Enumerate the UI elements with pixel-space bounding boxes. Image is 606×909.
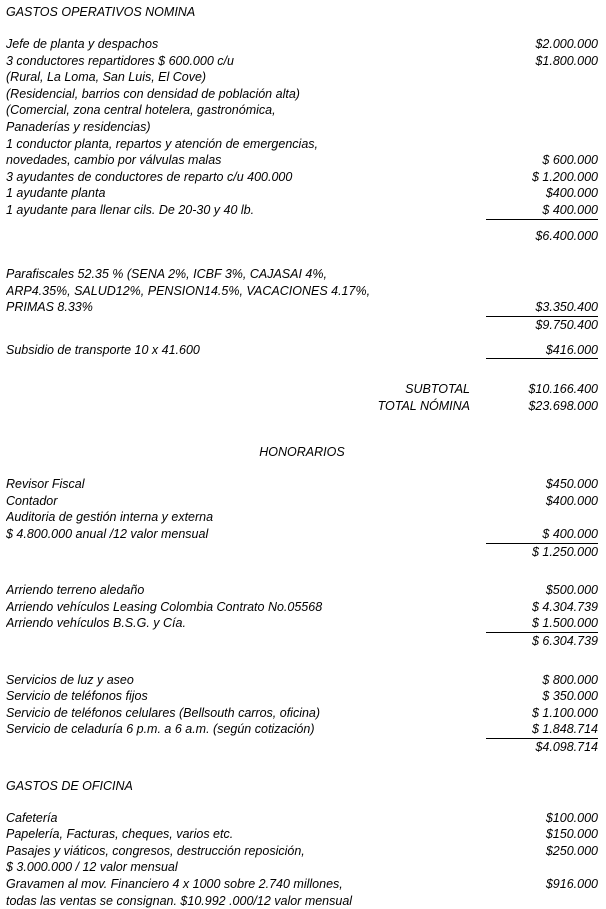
arriendo-total-amount: $ 6.304.739 — [531, 634, 598, 649]
table-row — [6, 810, 598, 827]
row-label: Arriendo vehículos Leasing Colombia Contrato No.05568 — [6, 599, 323, 614]
servicios-total-amount: $4.098.714 — [535, 740, 598, 754]
table-row — [6, 119, 598, 136]
table-row — [6, 202, 598, 220]
row-label: Arriendo vehículos B.S.G. y Cía. — [6, 616, 186, 631]
spacer — [6, 756, 598, 778]
row-label: Servicio de celaduría 6 p.m. a 6 a.m. (según cotización) — [6, 722, 315, 737]
row-amount: $ 1.500.000 — [486, 615, 598, 633]
row-amount: $ 1.200.000 — [531, 169, 598, 184]
row-label: (Residencial, barrios con densidad de población alta) — [6, 86, 300, 101]
row-amount: $400.000 — [545, 493, 598, 508]
row-amount: $400.000 — [545, 186, 598, 201]
nomina-total-row — [6, 228, 598, 245]
table-row — [6, 509, 598, 526]
row-amount: $250.000 — [545, 843, 598, 858]
parafiscales-subtotal-amount: $9.750.400 — [535, 317, 598, 332]
row-label: 1 ayudante planta — [6, 186, 106, 201]
table-row — [6, 721, 598, 739]
row-label: Papelería, Facturas, cheques, varios etc. — [6, 827, 234, 842]
row-amount: $ 1.848.714 — [486, 721, 598, 739]
honorarios-total-amount: $ 1.250.000 — [531, 544, 598, 559]
servicios-rows — [6, 672, 598, 756]
row-label: Servicio de teléfonos celulares (Bellsouth carros, oficina) — [6, 705, 321, 720]
row-amount: $150.000 — [545, 827, 598, 842]
row-amount: $ 1.100.000 — [531, 705, 598, 720]
row-label: Arriendo terreno aledaño — [6, 583, 145, 598]
spacer — [6, 560, 598, 582]
parafiscales-line-1 — [6, 266, 598, 283]
row-amount: $500.000 — [545, 583, 598, 598]
section-title-honorarios — [6, 444, 598, 461]
table-row — [6, 843, 598, 860]
subtotal-row — [6, 381, 598, 398]
spacer — [6, 650, 598, 672]
spacer — [6, 414, 598, 436]
row-label: Pasajes y viáticos, congresos, destrucción reposición, — [6, 843, 305, 858]
section-title-oficina-label: GASTOS DE OFICINA — [6, 778, 133, 793]
row-label: Jefe de planta y despachos — [6, 37, 159, 51]
parafiscales-line-2 — [6, 283, 598, 300]
table-row — [6, 493, 598, 510]
table-row — [6, 705, 598, 722]
subsidio-row — [6, 342, 598, 360]
subtotal-label: SUBTOTAL — [405, 382, 470, 397]
row-amount: $100.000 — [545, 810, 598, 825]
parafiscales-subtotal-row — [6, 317, 598, 334]
row-amount: $ 4.304.739 — [531, 599, 598, 614]
row-label: Subsidio de transporte 10 x 41.600 — [6, 342, 200, 357]
table-row — [6, 859, 598, 876]
row-amount: $450.000 — [545, 477, 598, 492]
row-label: (Comercial, zona central hotelera, gastronómica, — [6, 103, 276, 118]
spacer — [6, 21, 598, 36]
table-row — [6, 876, 598, 893]
row-amount: $ 400.000 — [486, 202, 598, 220]
total-nomina-row — [6, 398, 598, 415]
table-row — [6, 476, 598, 493]
table-row — [6, 599, 598, 616]
nomina-total-amount: $6.400.000 — [535, 228, 598, 243]
row-label: $ 4.800.000 anual /12 valor mensual — [6, 527, 209, 542]
row-label: Servicios de luz y aseo — [6, 672, 134, 687]
table-row — [6, 826, 598, 843]
table-row — [6, 169, 598, 186]
row-label: Auditoria de gestión interna y externa — [6, 510, 214, 525]
spacer — [6, 334, 598, 342]
row-label: 1 ayudante para llenar cils. De 20-30 y 40 lb. — [6, 202, 255, 217]
table-row — [6, 36, 598, 53]
nomina-rows — [6, 36, 598, 220]
honorarios-rows — [6, 476, 598, 560]
spacer — [6, 461, 598, 476]
honorarios-total-row — [6, 544, 598, 561]
total-nomina-label: TOTAL NÓMINA — [377, 398, 470, 413]
table-row — [6, 69, 598, 86]
row-label: $ 3.000.000 / 12 valor mensual — [6, 860, 178, 875]
row-amount: $ 800.000 — [542, 672, 598, 687]
section-title-oficina — [6, 778, 598, 795]
row-amount: $1.800.000 — [535, 53, 598, 68]
row-amount: $ 400.000 — [486, 526, 598, 544]
row-label: Gravamen al mov. Financiero 4 x 1000 sobre 2.740 millones, — [6, 876, 343, 891]
row-label: ARP4.35%, SALUD12%, PENSION14.5%, VACACIONES 4.17%, — [6, 283, 371, 298]
arriendo-rows — [6, 582, 598, 649]
table-row — [6, 136, 598, 153]
row-label: todas las ventas se consignan. $10.992 .000/12 valor mensual — [6, 893, 353, 908]
subsidio-amount: $416.000 — [486, 342, 598, 360]
table-row — [6, 893, 598, 909]
row-label: 3 conductores repartidores $ 600.000 c/u — [6, 53, 234, 68]
parafiscales-line-3 — [6, 299, 598, 317]
table-row — [6, 688, 598, 705]
table-row — [6, 102, 598, 119]
row-label: Cafetería — [6, 810, 58, 825]
oficina-rows — [6, 810, 598, 909]
spacer — [6, 244, 598, 266]
row-amount: $2.000.000 — [535, 37, 598, 51]
row-label: Revisor Fiscal — [6, 477, 85, 492]
spacer — [6, 359, 598, 381]
section-title-nomina-label: GASTOS OPERATIVOS NOMINA — [6, 5, 196, 19]
row-label: (Rural, La Loma, San Luis, El Cove) — [6, 70, 207, 85]
row-label: Servicio de teléfonos fijos — [6, 689, 148, 704]
spacer — [6, 436, 598, 444]
table-row — [6, 582, 598, 599]
row-label: novedades, cambio por válvulas malas — [6, 153, 222, 168]
servicios-total-row — [6, 739, 598, 756]
table-row — [6, 53, 598, 70]
row-label: Contador — [6, 493, 58, 508]
arriendo-total-row — [6, 633, 598, 650]
row-label: Panaderías y residencias) — [6, 119, 151, 134]
row-amount: $ 600.000 — [542, 153, 598, 168]
table-row — [6, 152, 598, 169]
total-nomina-amount: $23.698.000 — [528, 398, 598, 413]
spacer — [6, 220, 598, 228]
table-row — [6, 86, 598, 103]
section-title-honorarios-label: HONORARIOS — [259, 445, 345, 460]
row-label: 1 conductor planta, repartos y atención de emergencias, — [6, 136, 318, 151]
row-amount: $916.000 — [545, 876, 598, 891]
row-amount: $ 350.000 — [542, 689, 598, 704]
row-label: 3 ayudantes de conductores de reparto c/u 400.000 — [6, 169, 293, 184]
subtotal-amount: $10.166.400 — [528, 382, 598, 397]
row-label: Parafiscales 52.35 % (SENA 2%, ICBF 3%, CAJASAI 4%, — [6, 267, 327, 282]
row-label: PRIMAS 8.33% — [6, 300, 93, 315]
table-row — [6, 615, 598, 633]
spacer — [6, 795, 598, 810]
parafiscales-amount: $3.350.400 — [486, 299, 598, 317]
table-row — [6, 526, 598, 544]
table-row — [6, 185, 598, 202]
section-title-nomina — [6, 4, 598, 21]
table-row — [6, 672, 598, 689]
